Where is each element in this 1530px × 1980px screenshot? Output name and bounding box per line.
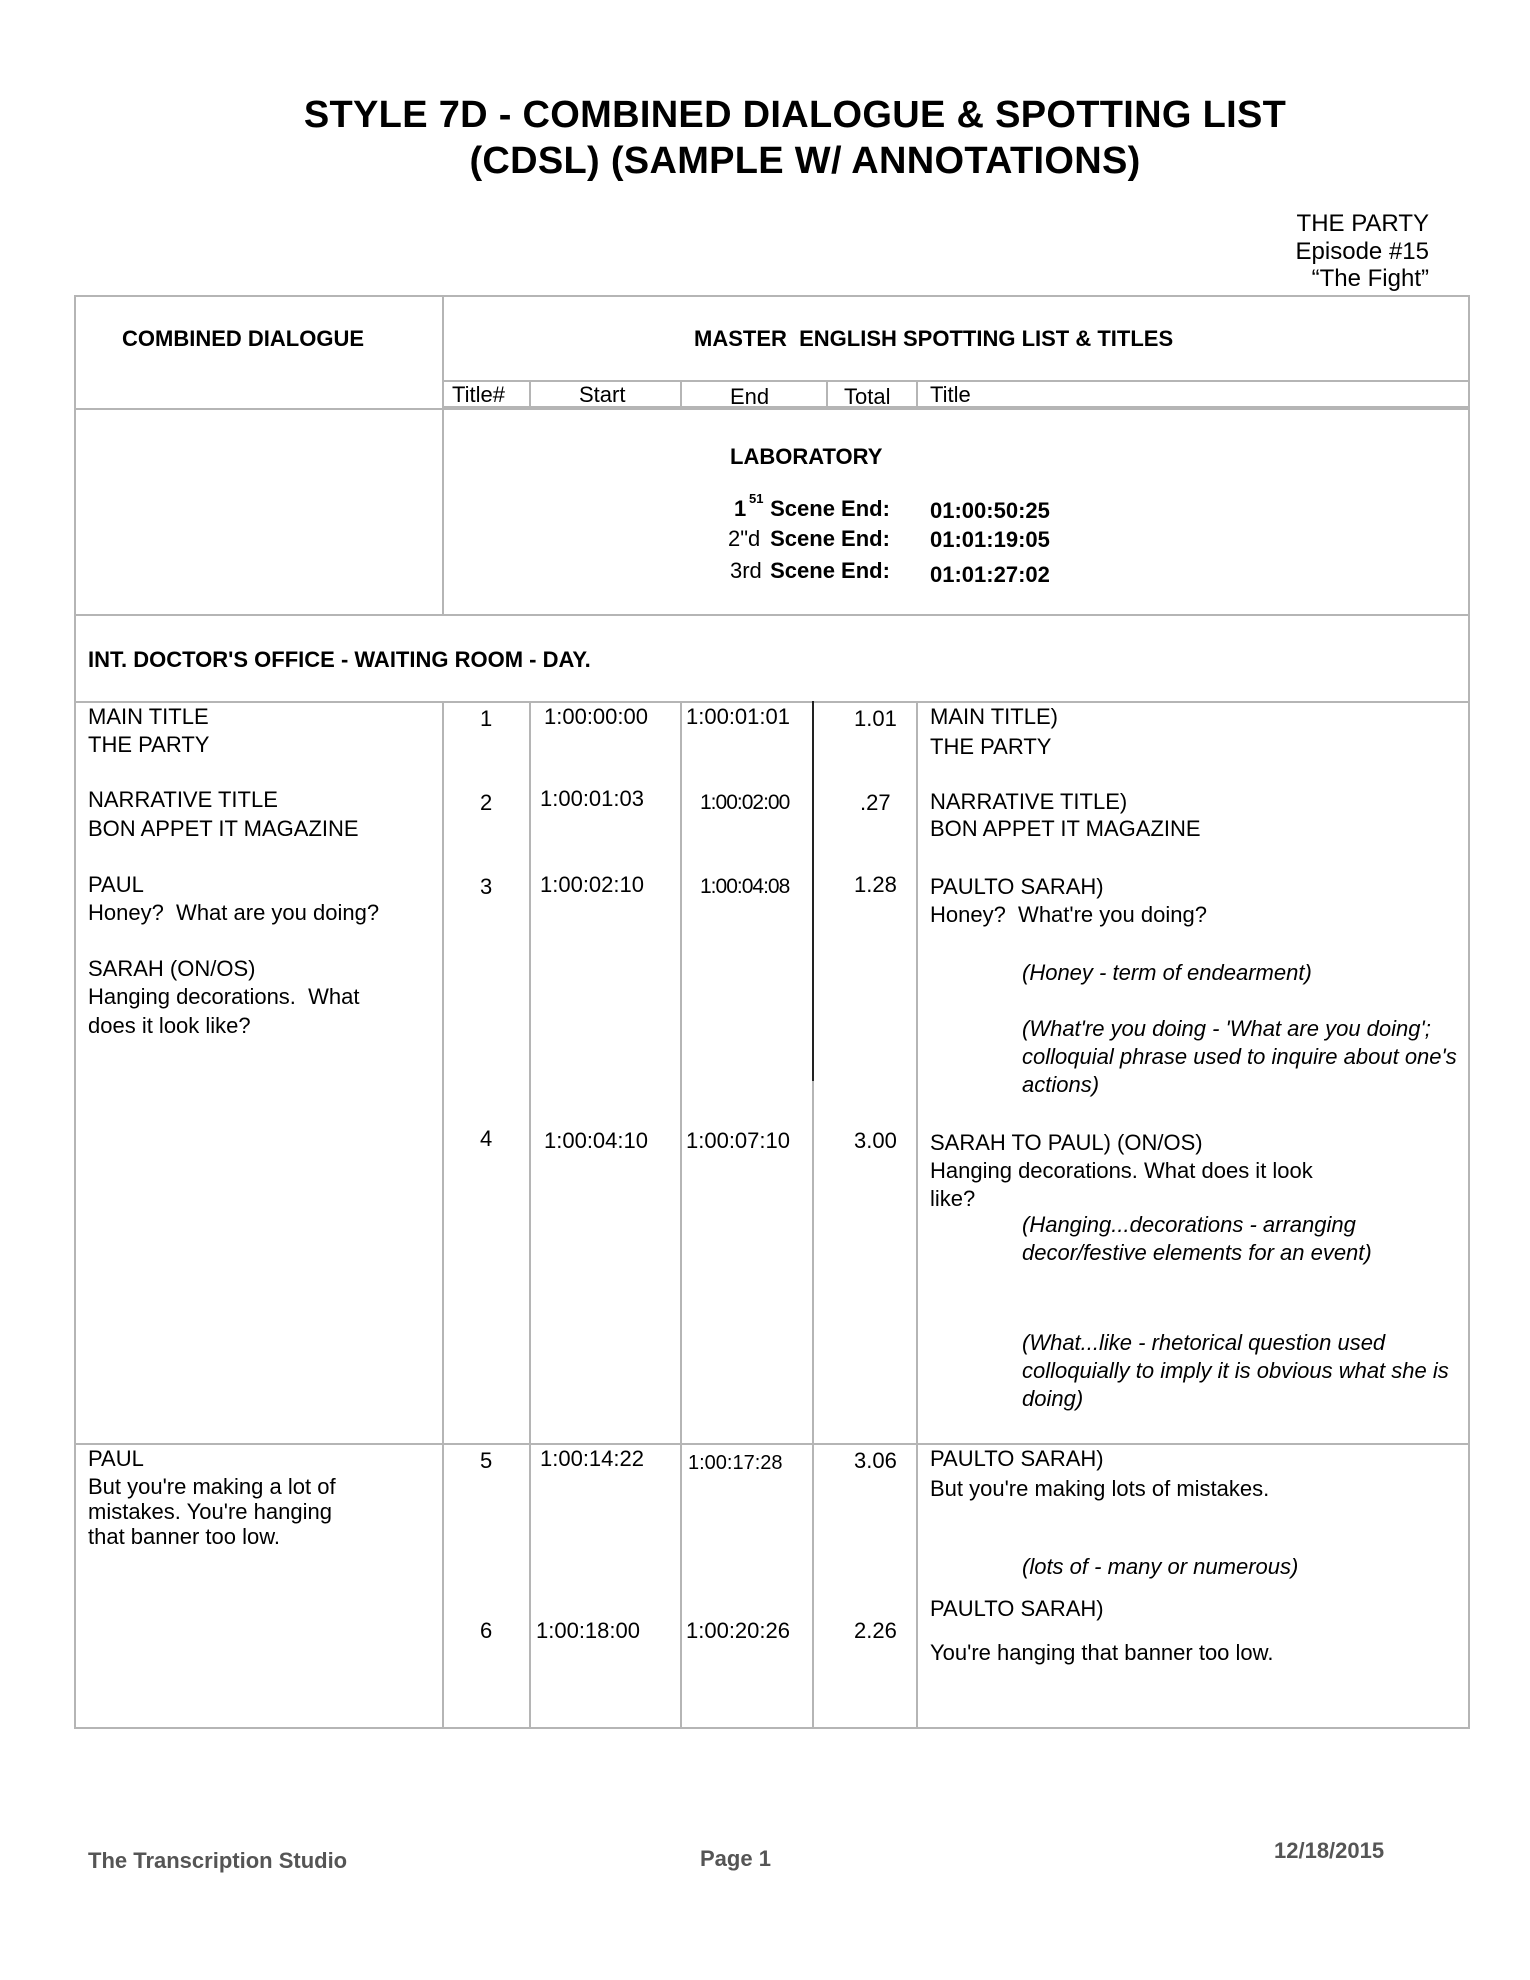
row-5-total: 3.06 [854,1448,897,1473]
spotting-list-header: MASTER ENGLISH SPOTTING LIST & TITLES [694,326,1174,351]
title-4-speaker: SARAH TO PAUL) (ON/OS) [930,1130,1203,1155]
title-4-annotation-1: (Hanging...decorations - arranging decor/festive elements for an event) [1022,1212,1372,1265]
column-divider-start [680,701,682,1729]
column-header-end: End [730,384,770,409]
row-1-total: 1.01 [854,706,897,731]
column-divider-start-head [680,380,682,408]
table-border-right [1468,295,1470,1729]
row-5-end: 1:00:17:28 [688,1452,783,1474]
lab-scene-1-num: 1 [734,496,747,521]
dialogue-main-title-text: THE PARTY [88,732,210,757]
title-2-text: BON APPET IT MAGAZINE [930,816,1201,841]
column-divider-dialogue-head [442,295,444,614]
dialogue-speaker-paul: PAUL [88,872,144,897]
row-divider-lab [74,408,1470,410]
lab-scene-2-num: 2"d [728,526,761,551]
lab-scene-3-time: 01:01:27:02 [930,562,1050,587]
row-6-number: 6 [480,1618,493,1643]
laboratory-label: LABORATORY [730,444,883,469]
column-divider-total [916,701,918,1729]
lab-scene-1-label: Scene End: [764,496,890,521]
footer-date: 12/18/2015 [1274,1838,1385,1863]
title-4-text: Hanging decorations. What does it look [930,1158,1313,1183]
title-5-speaker: PAULTO SARAH) [930,1446,1104,1471]
table-border-top [74,295,1470,297]
row-divider-scene [74,614,1470,616]
column-header-title-num: Title# [452,382,505,407]
dialogue-line: mistakes. You're hanging [88,1499,332,1524]
column-header-title: Title [930,382,971,407]
row-4-number: 4 [480,1126,493,1151]
episode-number: Episode #15 [1295,238,1429,265]
dialogue-narrative-text: BON APPET IT MAGAZINE [88,816,359,841]
column-divider-end-head [826,380,828,408]
column-divider-total-head [916,380,918,408]
spotting-table [74,295,1470,1729]
column-divider-dialogue [442,701,444,1729]
lab-scene-1-superscript: 51 [749,491,764,506]
row-1-number: 1 [480,706,493,731]
row-divider-paul [74,1443,1470,1445]
episode-title: “The Fight” [1311,265,1429,292]
row-1-start: 1:00:00:00 [544,704,648,729]
dialogue-speaker-sarah: SARAH (ON/OS) [88,956,256,981]
row-2-start: 1:00:01:03 [540,786,644,811]
row-5-start: 1:00:14:22 [540,1446,644,1471]
dialogue-speaker-paul: PAUL [88,1446,144,1471]
lab-scene-3-num: 3rd [730,558,762,583]
footer-company: The Transcription Studio [88,1848,348,1873]
title-3-annotation-1: (Honey - term of endearment) [1022,960,1312,985]
dialogue-line: Honey? What are you doing? [88,900,380,925]
row-3-end: 1:00:04:08 [700,875,790,898]
title-5-annotation-1: (lots of - many or numerous) [1022,1554,1299,1579]
lab-scene-2-label: Scene End: [764,526,890,551]
title-3-annotation-2: (What're you doing - 'What are you doing'; colloquial phrase used to inquire about one's actions) [1022,1016,1457,1097]
combined-dialogue-header: COMBINED DIALOGUE [122,326,364,351]
title-3-speaker: PAULTO SARAH) [930,874,1104,899]
column-divider-num-head [529,380,531,408]
row-6-start: 1:00:18:00 [536,1618,640,1643]
row-4-start: 1:00:04:10 [544,1128,648,1153]
row-2-number: 2 [480,790,493,815]
row-6-end: 1:00:20:26 [686,1618,790,1643]
row-3-number: 3 [480,874,493,899]
row-6-total: 2.26 [854,1618,897,1643]
title-1-text: THE PARTY [930,734,1052,759]
row-3-total: 1.28 [854,872,897,897]
title-1-speaker: MAIN TITLE) [930,704,1058,729]
column-divider-num [529,701,531,1729]
row-2-total: .27 [860,790,891,815]
title-2-speaker: NARRATIVE TITLE) [930,789,1128,814]
lab-scene-2-time: 01:01:19:05 [930,527,1050,552]
table-border-bottom [74,1727,1470,1729]
dialogue-line: Hanging decorations. What [88,984,360,1009]
footer-page-number: Page 1 [700,1846,771,1871]
title-4-annotation-2: (What...like - rhetorical question used colloquially to imply it is obvious what she is doing) [1022,1330,1449,1411]
document-title-line2: (CDSL) (SAMPLE W/ ANNOTATIONS) [469,140,1141,182]
title-4-text: like? [930,1186,976,1211]
lab-scene-3-label: Scene End: [764,558,890,583]
title-6-text: You're hanging that banner too low. [930,1640,1274,1665]
lab-scene-1-time: 01:00:50:25 [930,498,1050,523]
dialogue-narrative-label: NARRATIVE TITLE [88,787,278,812]
row-1-end: 1:00:01:01 [686,704,790,729]
column-header-total: Total [844,384,891,409]
column-header-start: Start [579,382,626,407]
dialogue-line: does it look like? [88,1013,251,1038]
row-4-end: 1:00:07:10 [686,1128,790,1153]
dialogue-main-title-label: MAIN TITLE [88,704,209,729]
row-5-number: 5 [480,1448,493,1473]
document-title-line1: STYLE 7D - COMBINED DIALOGUE & SPOTTING LIST [303,94,1287,136]
scene-heading: INT. DOCTOR'S OFFICE - WAITING ROOM - DAY. [88,647,591,672]
dialogue-line: But you're making a lot of [88,1474,336,1499]
project-name: THE PARTY [1296,210,1429,237]
title-5-text: But you're making lots of mistakes. [930,1476,1270,1501]
title-3-text: Honey? What're you doing? [930,902,1207,927]
title-6-speaker: PAULTO SARAH) [930,1596,1104,1621]
table-border-left [74,295,76,1729]
column-divider-end [812,1081,814,1729]
row-4-total: 3.00 [854,1128,897,1153]
column-divider-end-dark [812,701,814,1081]
row-2-end: 1:00:02:00 [700,791,790,814]
row-3-start: 1:00:02:10 [540,872,644,897]
dialogue-line: that banner too low. [88,1524,281,1549]
